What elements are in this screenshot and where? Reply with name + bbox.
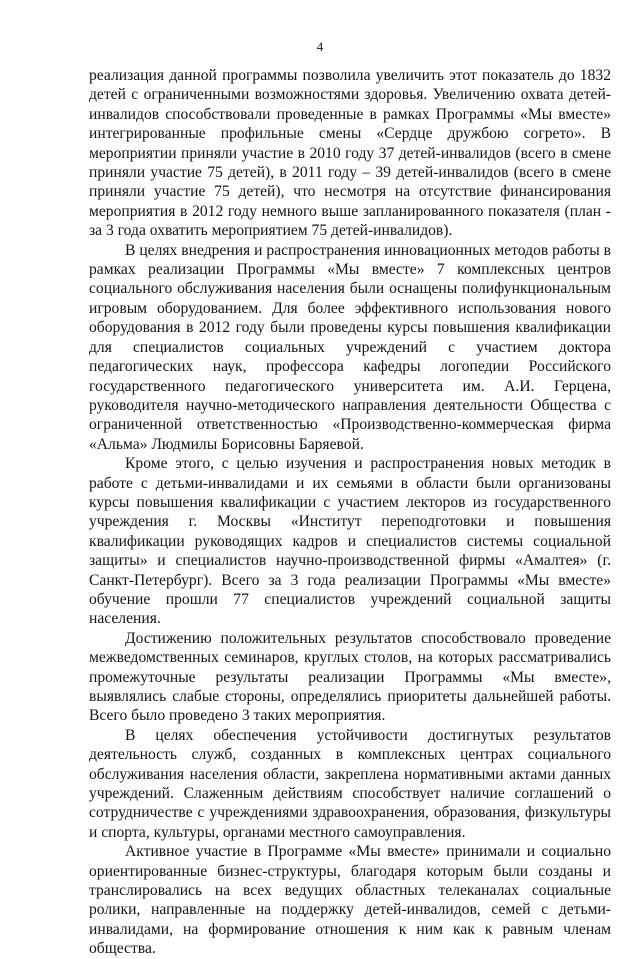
paragraph-3: Кроме этого, с целью изучения и распространения новых методик в работе с детьми-инвалидами и их семьями в области были организованы курсы повышения квалификации с участием лекторов из государственного учреждения г. Москвы «Институт переподготовки и повышения квалификации руководящих кадров и специалистов системы социальной защиты» и специалистов научно-производственной фирмы «Амалтея» (г. Санкт-Петербург). Всего за 3 года реализации Программы «Мы вместе» обучение прошли 77 специалистов учреждений социальной защиты населения. [89, 455, 611, 628]
paragraph-5: В целях обеспечения устойчивости достигнутых результатов деятельность служб, созданных в комплексных центрах социального обслуживания населения области, закреплена нормативными актами данных учреждений. Слаженным действиям способствует наличие соглашений о сотрудничестве с учреждениями здравоохранения, образования, физкультуры и спорта, культуры, органами местного самоуправления. [89, 726, 611, 841]
paragraph-1: реализация данной программы позволила увеличить этот показатель до 1832 детей с ограниченными возможностями здоровья. Увеличению охвата детей-инвалидов способствовали проведенные в рамках Программы «Мы вместе» интегрированные профильные смены «Сердце дружбою согрето». В мероприятии приняли участие в 2010 году 37 детей-инвалидов (всего в смене приняли участие 75 детей), в 2011 году – 39 детей-инвалидов (всего в смене приняли участие 75 детей), что несмотря на отсутствие финансирования мероприятия в 2012 году немного выше запланированного показателя (план - за 3 года охватить мероприятием 75 детей-инвалидов). [89, 67, 611, 240]
document-body [89, 66, 611, 959]
paragraph-4: Достижению положительных результатов способствовало проведение межведомственных семинаров, круглых столов, на которых рассматривались промежуточные результаты реализации Программы «Мы вместе», выявлялись слабые стороны, определялись приоритеты дальнейшей работы. Всего было проведено 3 таких мероприятия. [89, 629, 611, 725]
page-number: 4 [316, 39, 324, 54]
paragraph-2: В целях внедрения и распространения инновационных методов работы в рамках реализации Программы «Мы вместе» 7 комплексных центров социального обслуживания населения были оснащены полифункциональным игровым оборудованием. Для более эффективного использования нового оборудования в 2012 году были проведены курсы повышения квалификации для специалистов социальных учреждений с участием доктора педагогических наук, профессора кафедры логопедии Российского государственного педагогического университета им. А.И. Герцена, руководителя научно-методического направления деятельности Общества с ограниченной ответственностью «Производственно-коммерческая фирма «Альма» Людмилы Борисовны Баряевой. [89, 241, 611, 453]
paragraph-6: Активное участие в Программе «Мы вместе» принимали и социально ориентированные бизнес-структуры, благодаря которым были созданы и транслировались на всех ведущих областных телеканалах социальные ролики, направленные на поддержку детей-инвалидов, семей с детьми-инвалидами, на формирование отношения к ним как к равным членам общества. [89, 843, 611, 958]
